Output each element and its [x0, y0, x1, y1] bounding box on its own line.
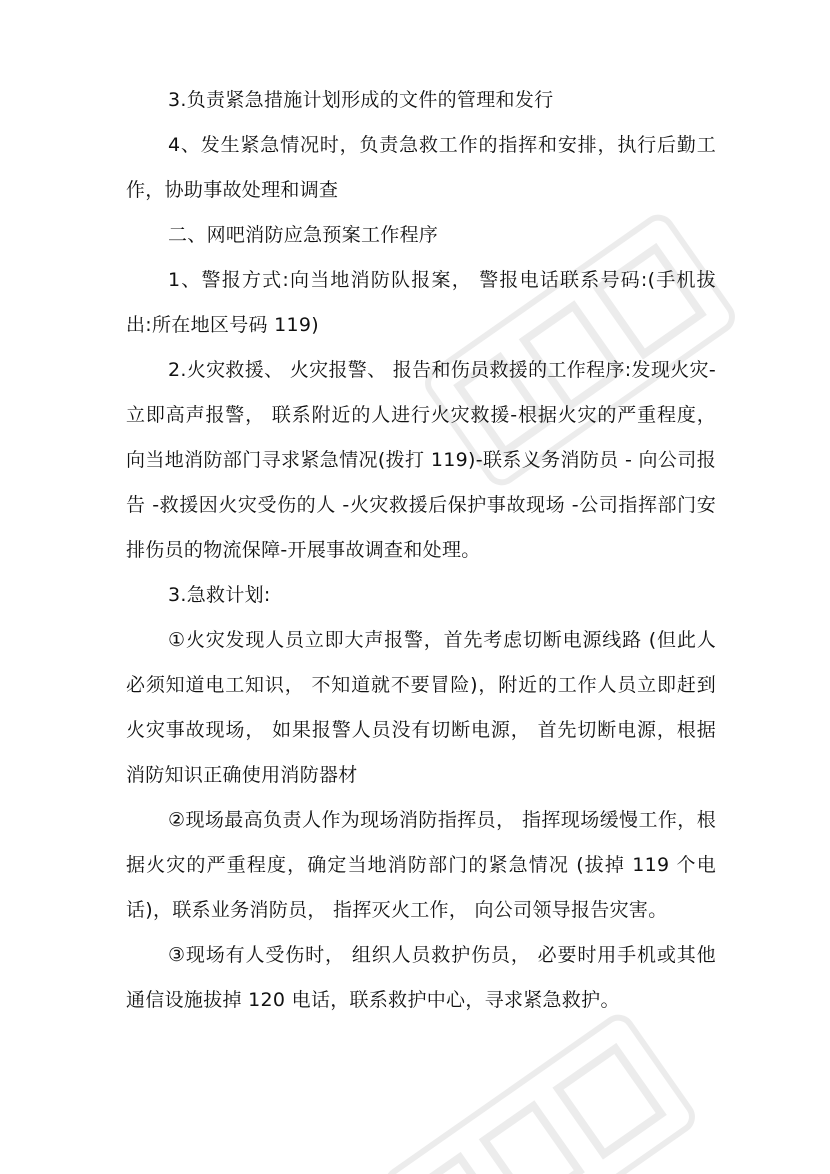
paragraph: 2.火灾救援、 火灾报警、 报告和伤员救援的工作程序:发现火灾-立即高声报警， 联系附近的人进行火灾救援-根据火灾的严重程度， 向当地消防部门寻求紧急情况(拨打 119)-联系义务消防员 - 向公司报告 -救援因火灾受伤的人 -火灾救援后保护事故现场 -公司指挥部门安排伤员的物流保障-开展事故调查和处理。 [126, 359, 716, 561]
paragraph: 3.负责紧急措施计划形成的文件的管理和发行 [168, 89, 554, 111]
paragraph: 3.急救计划: [168, 584, 271, 606]
section-heading: 二、网吧消防应急预案工作程序 [168, 224, 439, 246]
paragraph: ②现场最高负责人作为现场消防指挥员， 指挥现场缓慢工作，根据火灾的严重程度，确定当地消防部门的紧急情况 (拔掉 119 个电话)，联系业务消防员， 指挥灭火工作， 向公司领导报告灾害。 [126, 809, 716, 921]
watermark-logo-icon [377, 1007, 703, 1174]
document-body [126, 78, 716, 1023]
paragraph: 1、警报方式:向当地消防队报案， 警报电话联系号码:(手机拔出:所在地区号码 119) [126, 269, 716, 336]
paragraph: ③现场有人受伤时， 组织人员救护伤员， 必要时用手机或其他通信设施拔掉 120 电话，联系救护中心，寻求紧急救护。 [126, 944, 716, 1011]
paragraph: 4、发生紧急情况时，负责急救工作的指挥和安排，执行后勤工作，协助事故处理和调查 [126, 134, 716, 201]
paragraph: ①火灾发现人员立即大声报警，首先考虑切断电源线路 (但此人必须知道电工知识， 不知道就不要冒险)，附近的工作人员立即赶到火灾事故现场， 如果报警人员没有切断电源， 首先切断电源，根据消防知识正确使用消防器材 [126, 629, 716, 786]
